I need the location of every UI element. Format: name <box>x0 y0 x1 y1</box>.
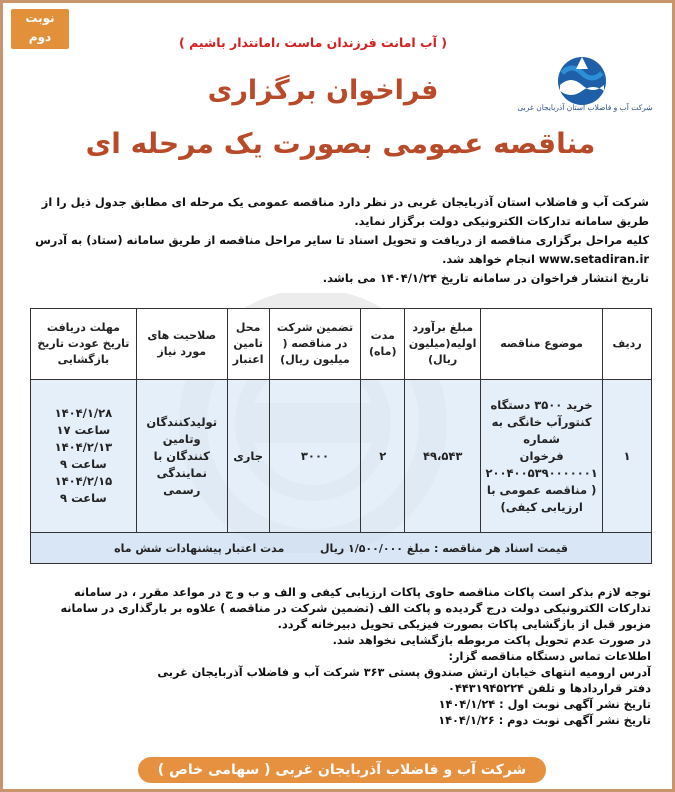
cell-qualifications <box>136 380 227 533</box>
intro-paragraph-3: تاریخ انتشار فراخوان در سامانه تاریخ ۱۴۰۴/۱/۲۴ می باشد. <box>322 271 649 285</box>
tender-table <box>30 308 652 564</box>
document-price: قیمت اسناد هر مناقصه : مبلغ ۱/۵۰۰/۰۰۰ ریال <box>320 541 568 555</box>
cell-duration: ۲ <box>361 380 405 533</box>
company-footer-banner: شرکت آب و فاضلاب آذربایجان غربی ( سهامی خاص ) <box>138 757 546 783</box>
page-subtitle: مناقصه عمومی بصورت یک مرحله ای <box>85 127 596 160</box>
deadline-date: ۱۴۰۴/۲/۱۵ <box>54 474 113 488</box>
deadline-time: ساعت ۱۷ <box>56 423 111 437</box>
note-second-publication: تاریخ نشر آگهی نوبت دوم : ۱۴۰۴/۱/۲۶ <box>438 714 651 727</box>
table-row <box>31 380 652 533</box>
intro-p2-after: انجام خواهد شد. <box>442 252 535 266</box>
deadline-time: ساعت ۹ <box>60 491 107 505</box>
deadline-date: ۱۴۰۴/۲/۱۳ <box>54 440 113 454</box>
header-row-number: ردیف <box>603 309 652 380</box>
note-no-opening: در صورت عدم تحویل پاکت مربوطه بازگشایی نخواهد شد. <box>332 634 651 647</box>
intro-paragraph-1: شرکت آب و فاضلاب استان آذربایجان غربی در نظر دارد مناقصه عمومی یک مرحله ای مطابق جدول ذیل را از طریق سامانه تدارکات الکترونیکی دولت برگزار نماید. <box>41 195 649 228</box>
cell-funding: جاری <box>227 380 269 533</box>
qualification-line: رسمی <box>163 482 201 497</box>
logo-caption: شرکت آب و فاضلاب استان آذربایجان غربی <box>517 103 653 112</box>
offer-validity: مدت اعتبار پیشنهادات شش ماه <box>114 541 285 555</box>
deadline-date: ۱۴۰۴/۱/۲۸ <box>54 406 113 420</box>
subject-line: ( مناقصه عمومی با <box>486 482 597 497</box>
intro-p2-before: کلیه مراحل برگزاری مناقصه از دریافت و تحویل اسناد تا سایر مراحل مناقصه از طریق سامانه (ستاد) به آدرس <box>35 233 649 247</box>
subject-line: خرید ۳۵۰۰ دستگاه <box>490 397 593 412</box>
note-phone: دفتر قراردادها و تلفن ۰۴۴۳۱۹۴۵۲۲۴ <box>448 682 651 695</box>
badge-line-1: نوبت <box>25 11 55 25</box>
cell-estimate: ۴۹،۵۴۳ <box>405 380 481 533</box>
table-header-row <box>31 309 652 380</box>
deadline-time: ساعت ۹ <box>60 457 107 471</box>
setad-link[interactable]: www.setadiran.ir <box>538 252 649 266</box>
qualification-line: وتامین <box>162 431 201 446</box>
page-title: فراخوان برگزاری <box>207 75 439 106</box>
note-address: آدرس ارومیه انتهای خیابان ارتش صندوق پستی ۳۶۳ شرکت آب و فاضلاب آذربایجان غربی <box>157 666 651 679</box>
note-contact-heading: اطلاعات تماس دستگاه مناقصه گزار: <box>448 650 651 663</box>
header-qualifications: صلاحیت های مورد نیاز <box>136 309 227 380</box>
subject-line: کنتورآب خانگی به شماره <box>491 414 592 446</box>
cell-guarantee: ۳۰۰۰ <box>269 380 361 533</box>
subject-line: فرخوان <box>519 448 564 463</box>
header-guarantee: تضمین شرکت در مناقصه ( میلیون ریال) <box>269 309 361 380</box>
table-footer-row <box>31 533 652 564</box>
note-envelopes: توجه لازم بذکر است پاکات مناقصه حاوی پاکات ارزیابی کیفی و الف و ب و ج در مواعد مقرر ، در سامانه تدارکات الکترونیکی دولت درج گردیده و پاکت الف (تضمین شرکت در مناقصه ) علاوه بر بارگذاری در سامانه مزبور قبل از بازگشایی پاکات بصورت فیزیکی تحویل دبیرخانه گردد. <box>60 586 651 631</box>
header-subject: موضوع مناقصه <box>481 309 603 380</box>
table-footer-cell <box>31 533 652 564</box>
edition-badge <box>11 9 69 49</box>
cell-subject <box>481 380 603 533</box>
qualification-line: تولیدکنندگان <box>146 414 218 429</box>
header-deadlines: مهلت دریافت تاریخ عودت تاریخ بازگشایی <box>31 309 137 380</box>
subject-line: ارزیابی کیفی) <box>500 499 583 514</box>
cell-row-number: ۱ <box>603 380 652 533</box>
intro-text <box>29 193 649 288</box>
header-duration: مدت (ماه) <box>361 309 405 380</box>
intro-paragraph-2 <box>29 231 649 269</box>
note-first-publication: تاریخ نشر آگهی نوبت اول : ۱۴۰۴/۱/۲۴ <box>438 698 651 711</box>
badge-line-2: دوم <box>28 30 52 44</box>
header-estimate: مبلغ برآورد اولیه(میلیون ریال) <box>405 309 481 380</box>
header-funding: محل تامین اعتبار <box>227 309 269 380</box>
water-company-logo-icon <box>522 51 642 111</box>
qualification-line: نمایندگی <box>156 465 207 480</box>
qualification-line: کنندگان با <box>153 448 210 463</box>
slogan: ( آب امانت فرزندان ماست ،امانتدار باشیم ) <box>179 35 447 50</box>
subject-line: ۲۰۰۴۰۰۵۳۹۰۰۰۰۰۰۱ <box>485 465 598 480</box>
notes-section <box>29 585 651 729</box>
cell-deadlines <box>31 380 137 533</box>
